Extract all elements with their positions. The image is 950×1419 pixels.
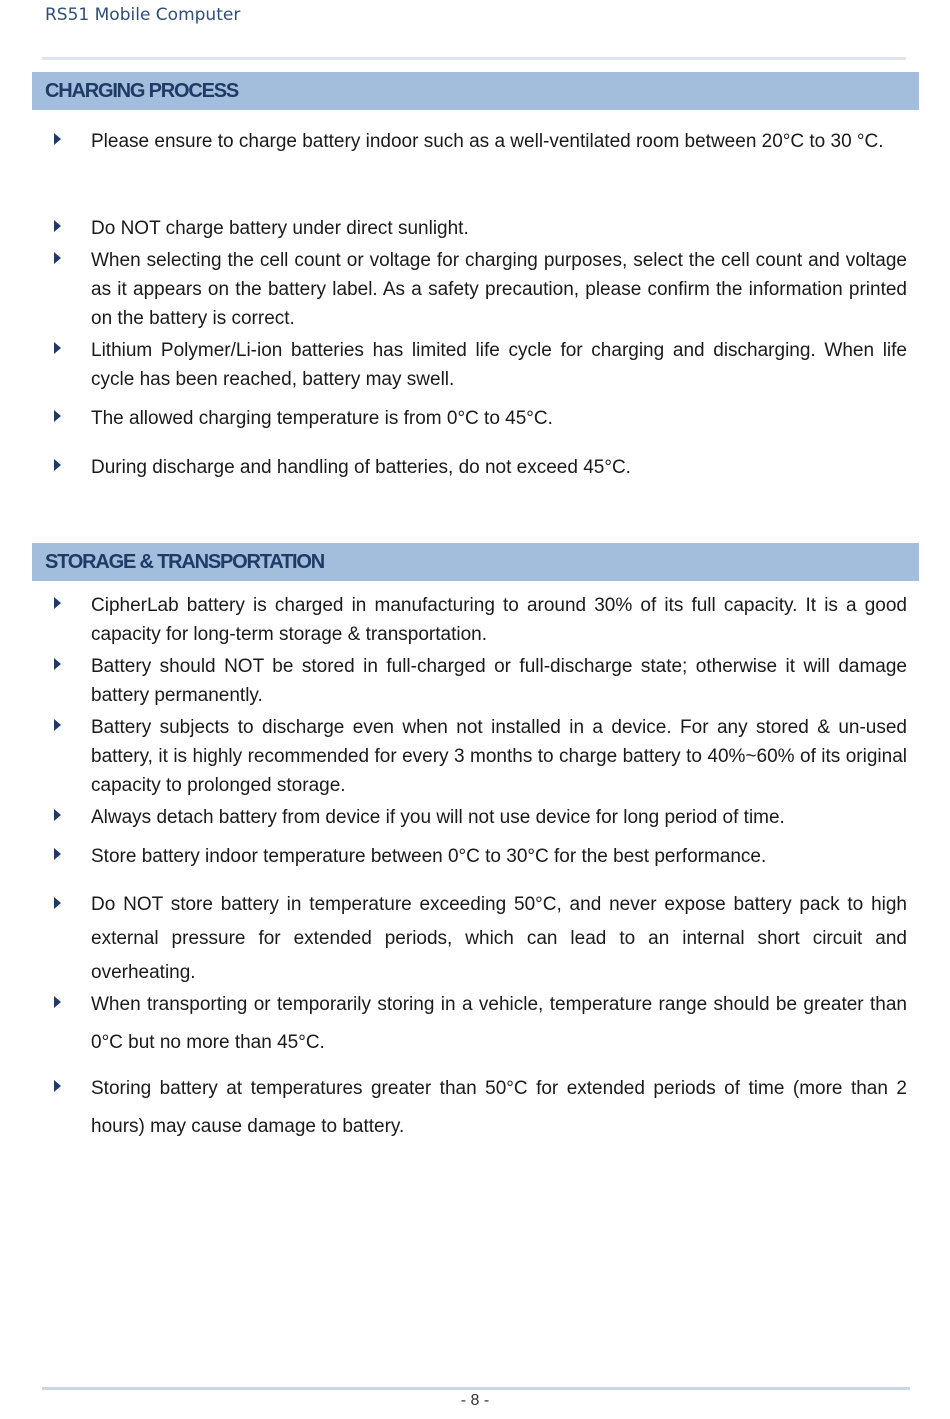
list-item-text: Do NOT charge battery under direct sunlight. [91, 218, 469, 239]
triangle-bullet-icon [54, 897, 61, 909]
list-item-text: Lithium Polymer/Li-ion batteries has limited life cycle for charging and discharging. When life cycle has been reached, battery may swell. [91, 340, 907, 390]
triangle-bullet-icon [54, 848, 61, 860]
triangle-bullet-icon [54, 342, 61, 354]
list-item [54, 453, 907, 482]
triangle-bullet-icon [54, 220, 61, 232]
list-item-text: Please ensure to charge battery indoor such as a well-ventilated room between 20°C to 30 °C. [91, 131, 884, 152]
list-item [54, 842, 907, 871]
list-item-text: CipherLab battery is charged in manufacturing to around 30% of its full capacity. It is a good capacity for long-term storage & transportation. [91, 595, 907, 645]
list-item [54, 713, 907, 800]
list-item-text: Battery should NOT be stored in full-charged or full-discharge state; otherwise it will damage battery permanently. [91, 656, 907, 706]
triangle-bullet-icon [54, 133, 61, 145]
section-header-charging [32, 72, 919, 110]
page-number: - 8 - [460, 1392, 490, 1409]
list-item [54, 803, 907, 832]
list-item [54, 652, 907, 710]
triangle-bullet-icon [54, 597, 61, 609]
list-item [54, 990, 907, 1062]
list-item [54, 404, 907, 433]
triangle-bullet-icon [54, 252, 61, 264]
list-item-text: Do NOT store battery in temperature exceeding 50°C, and never expose battery pack to high external pressure for extended periods, which can lead to an internal short circuit and overheating. [91, 894, 907, 983]
list-item [54, 891, 907, 990]
list-item [54, 336, 907, 394]
list-item-text: The allowed charging temperature is from 0°C to 45°C. [91, 408, 553, 429]
list-item-text: Battery subjects to discharge even when not installed in a device. For any stored & un-used battery, it is highly recommended for every 3 months to charge battery to 40%~60% of its original capacity to prolonged storage. [91, 717, 907, 796]
list-item [54, 127, 907, 161]
triangle-bullet-icon [54, 410, 61, 422]
section-header-storage [32, 543, 919, 581]
list-item-text: Always detach battery from device if you will not use device for long period of time. [91, 807, 785, 828]
section-title: STORAGE & TRANSPORTATION [45, 550, 324, 573]
triangle-bullet-icon [54, 719, 61, 731]
triangle-bullet-icon [54, 658, 61, 670]
header-divider [42, 57, 906, 60]
list-item-text: Store battery indoor temperature between 0°C to 30°C for the best performance. [91, 846, 767, 867]
list-item-text: When transporting or temporarily storing in a vehicle, temperature range should be greater than 0°C but no more than 45°C. [91, 994, 907, 1053]
triangle-bullet-icon [54, 996, 61, 1008]
list-item-text: Storing battery at temperatures greater than 50°C for extended periods of time (more than 2 hours) may cause damage to battery. [91, 1078, 907, 1137]
list-item-text: When selecting the cell count or voltage for charging purposes, select the cell count and voltage as it appears on the battery label. As a safety precaution, please confirm the information printed on the battery is correct. [91, 250, 907, 329]
footer-divider [42, 1387, 910, 1390]
list-item [54, 1074, 907, 1146]
list-item-text: During discharge and handling of batteries, do not exceed 45°C. [91, 457, 631, 478]
list-item [54, 246, 907, 333]
triangle-bullet-icon [54, 459, 61, 471]
list-item [54, 591, 907, 649]
triangle-bullet-icon [54, 1080, 61, 1092]
list-item [54, 214, 907, 243]
triangle-bullet-icon [54, 809, 61, 821]
running-header: RS51 Mobile Computer [45, 5, 241, 25]
section-title: CHARGING PROCESS [45, 79, 239, 102]
